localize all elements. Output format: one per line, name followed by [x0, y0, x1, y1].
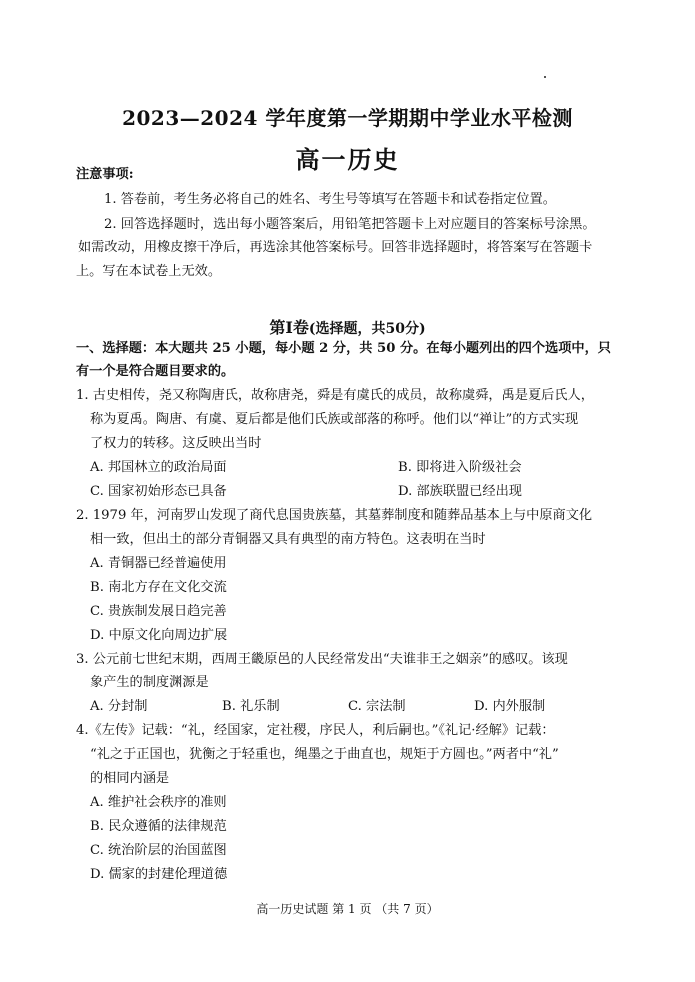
question-stem-line: 2. 1979 年，河南罗山发现了商代息国贵族墓，其墓葬制度和随葬品基本上与中原商文化 [76, 508, 593, 523]
option-a: A. 邦国林立的政治局面 [90, 460, 227, 475]
question-stem-line: 4.《左传》记载：“礼，经国家，定社稷，序民人，利后嗣也。”《礼记·经解》记载： [76, 723, 555, 738]
question-stem-line: 的相同内涵是 [90, 771, 170, 786]
option-c: C. 贵族制发展日趋完善 [90, 604, 227, 619]
page-footer: 高一历史试题 第 1 页 （共 7 页） [256, 902, 439, 916]
note-line-2: 2. 回答选择题时，选出每小题答案后，用铅笔把答题卡上对应题目的答案标号涂黑。 [104, 217, 596, 232]
option-b: B. 民众遵循的法律规范 [90, 819, 227, 834]
question-stem-line: “礼之于正国也，犹衡之于轻重也，绳墨之于曲直也，规矩于方圆也。”两者中“礼” [90, 747, 559, 762]
notes-heading: 注意事项: [76, 167, 134, 182]
question-stem-line: 相一致，但出土的部分青铜器又具有典型的南方特色。这表明在当时 [90, 532, 486, 547]
option-d: D. 内外服制 [474, 699, 546, 714]
option-a: A. 青铜器已经普遍使用 [90, 556, 227, 571]
option-b: B. 礼乐制 [222, 699, 280, 714]
question-stem-line: 象产生的制度渊源是 [90, 675, 209, 690]
option-d: D. 中原文化向周边扩展 [90, 628, 228, 643]
option-b: B. 即将进入阶级社会 [398, 460, 522, 475]
option-b: B. 南北方存在文化交流 [90, 580, 227, 595]
note-line-1: 1. 答卷前，考生务必将自己的姓名、考生号等填写在答题卡和试卷指定位置。 [104, 192, 556, 207]
question-stem-line: 称为夏禹。陶唐、有虞、夏后都是他们氏族或部落的称呼。他们以“禅让”的方式实现 [90, 412, 579, 427]
instruction-line-2: 有一个是符合题目要求的。 [76, 364, 235, 379]
exam-title: 2023—2024 学年度第一学期期中学业水平检测 [122, 106, 573, 130]
section-name: 第Ⅰ卷 [269, 318, 309, 337]
question-stem-line: 1. 古史相传，尧又称陶唐氏，故称唐尧，舜是有虞氏的成员，故称虞舜，禹是夏后氏人， [76, 388, 594, 403]
option-c: C. 统治阶层的治国蓝图 [90, 843, 227, 858]
question-stem-line: 了权力的转移。这反映出当时 [90, 436, 262, 451]
scan-speck [544, 76, 546, 78]
section-subtitle: (选择题，共50分) [308, 321, 426, 337]
note-line-4: 上。写在本试卷上无效。 [76, 264, 222, 279]
note-line-3: 如需改动，用橡皮擦干净后，再选涂其他答案标号。回答非选择题时，将答案写在答题卡 [78, 240, 593, 255]
option-a: A. 维护社会秩序的准则 [90, 795, 227, 810]
section-title [0, 315, 695, 338]
exam-subject: 高一历史 [295, 145, 400, 174]
option-c: C. 宗法制 [348, 699, 406, 714]
instruction-line-1: 一、选择题：本大题共 25 小题，每小题 2 分，共 50 分。在每小题列出的四个选项中，只 [76, 341, 611, 356]
option-d: D. 儒家的封建伦理道德 [90, 867, 228, 882]
option-d: D. 部族联盟已经出现 [398, 484, 522, 499]
question-stem-line: 3. 公元前七世纪末期，西周王畿原邑的人民经常发出“夫谁非王之姻亲”的感叹。该现 [76, 652, 568, 667]
option-c: C. 国家初始形态已具备 [90, 484, 227, 499]
option-a: A. 分封制 [90, 699, 148, 714]
